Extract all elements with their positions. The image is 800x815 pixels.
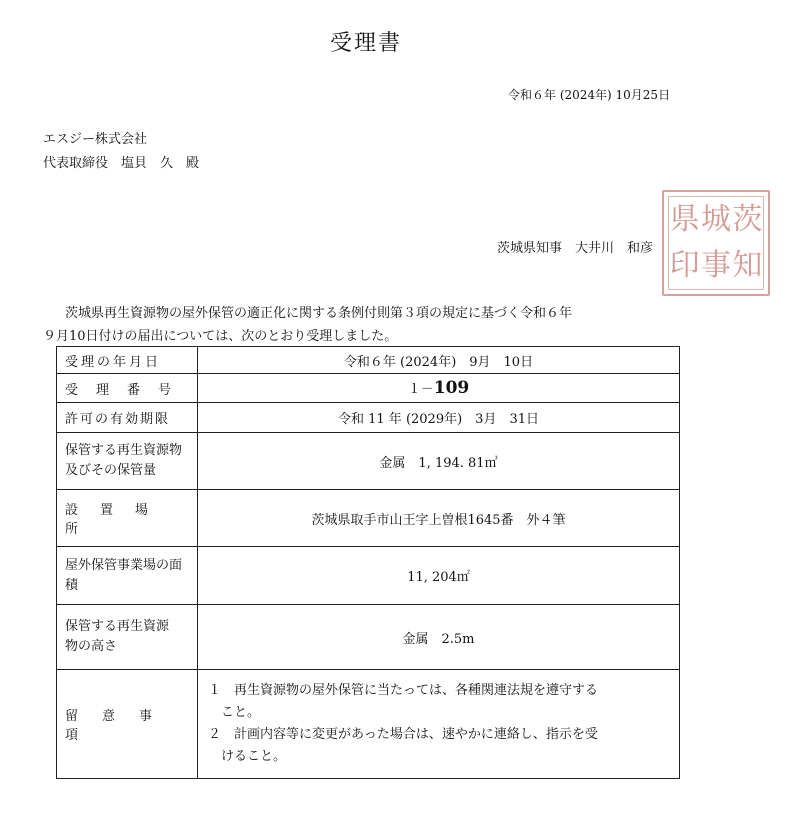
label-line: 保管する再生資源物 [65,443,183,458]
row-value-acceptance-date: 令和６年 (2024年) 9月 10日 [198,347,680,374]
seal-glyphs: 県 城 茨 印 事 知 [668,196,764,290]
official-seal [662,190,770,296]
table-row [57,547,680,605]
row-value-storage-height: 金属 2.5m [198,605,680,670]
note-line: ２ 計画内容等に変更があった場合は、速やかに連絡し、指示を受 [208,727,598,742]
acceptance-number: 109 [433,378,470,398]
table-row [57,403,680,433]
table-row [57,374,680,403]
row-label-stored-material [57,433,198,490]
acceptance-details-table [56,346,680,779]
row-value-acceptance-number [198,374,680,403]
issuer-name: 茨城県知事 大井川 和彦 [497,241,654,256]
document-title: 受理書 [330,31,403,56]
row-value-notes [198,670,680,779]
row-value-site-area: 11, 204㎡ [198,547,680,605]
row-label-acceptance-number: 受理番号 [57,374,198,403]
table-row [57,433,680,490]
row-label-validity-period: 許可の有効期限 [57,403,198,433]
recipient-representative: 代表取締役 塩貝 久 殿 [43,156,200,171]
acceptance-number-prefix: １－ [407,382,434,397]
label-line: 及びその保管量 [65,463,157,478]
label-line: 保管する再生資源 [65,619,170,634]
table-row [57,347,680,374]
row-label-acceptance-date: 受理の年月日 [57,347,198,374]
row-value-location: 茨城県取手市山王字上曽根1645番 外４筆 [198,490,680,547]
row-value-validity-period: 令和 11 年 (2029年) 3月 31日 [198,403,680,433]
row-value-stored-material: 金属 1, 194. 81㎥ [198,433,680,490]
note-line: こと。 [208,705,261,720]
recipient-company: エスジー株式会社 [43,132,148,147]
label-line: 積 [65,577,79,593]
table-row [57,490,680,547]
row-label-notes: 留意事項 [57,670,198,779]
note-line: １ 再生資源物の屋外保管に当たっては、各種関連法規を遵守する [208,683,599,698]
row-label-location: 設置場所 [57,490,198,547]
intro-text-line-2: ９月10日付けの届出については、次のとおり受理しました。 [43,329,398,344]
table-row [57,605,680,670]
row-label-site-area [57,547,198,605]
table-row [57,670,680,779]
label-line: 物の高さ [65,639,118,654]
issue-date: 令和６年 (2024年) 10月25日 [508,88,671,102]
row-label-storage-height [57,605,198,670]
label-line: 屋外保管事業場の面 [65,557,183,573]
intro-text-line-1: 茨城県再生資源物の屋外保管の適正化に関する条例付則第３項の規定に基づく令和６年 [65,306,573,321]
note-line: けること。 [208,749,287,764]
